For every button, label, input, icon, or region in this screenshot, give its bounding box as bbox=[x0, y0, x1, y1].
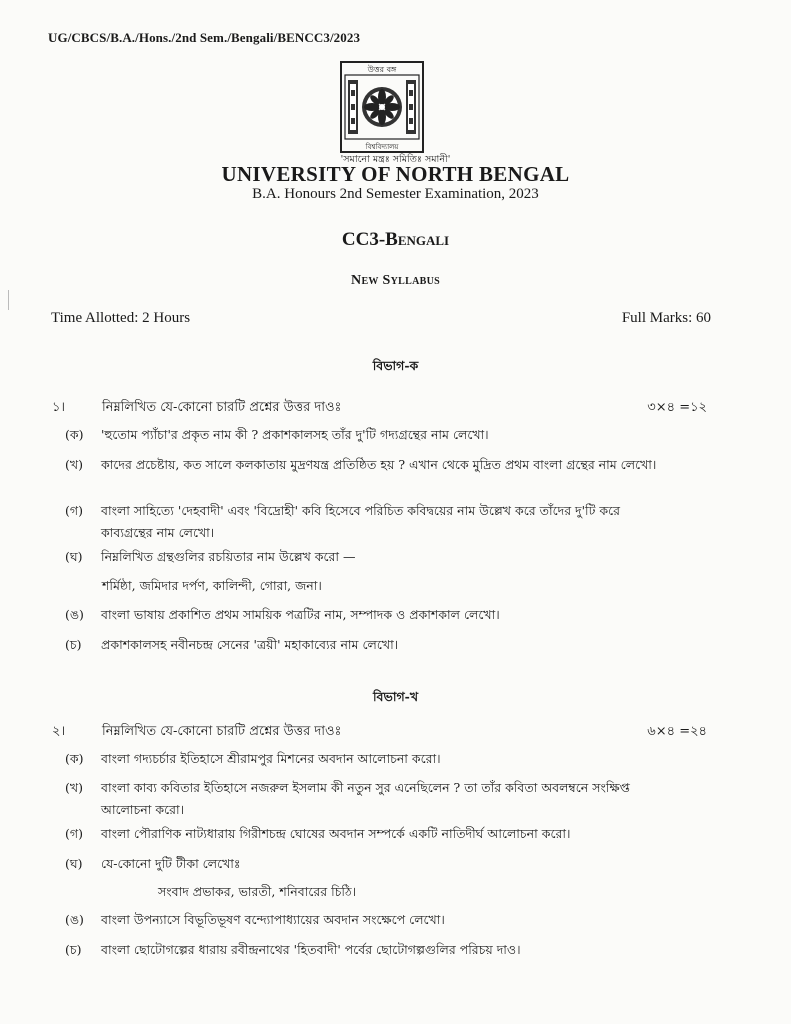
item-subtext: শর্মিষ্ঠা, জমিদার দর্পণ, কালিন্দী, গোরা, জনা। bbox=[102, 578, 322, 593]
section-title: বিভাগ-খ bbox=[372, 689, 419, 704]
university-name: UNIVERSITY OF NORTH BENGAL bbox=[221, 162, 570, 186]
item-label: (ঙ) bbox=[65, 607, 84, 622]
item-text: বাংলা কাব্য কবিতার ইতিহাসে নজরুল ইসলাম কী নতুন সুর এনেছিলেন ? তা তাঁর কবিতা অবলম্বনে সংক্ষিপ্ত আলোচনা করো। bbox=[101, 780, 630, 817]
item-text: বাংলা সাহিত্যে 'দেহবাদী' এবং 'বিদ্রোহী' কবি হিসেবে পরিচিত কবিদ্বয়ের নাম উল্লেখ করে তাঁদের দু'টি করে কাব্যগ্রন্থের নাম লেখো। bbox=[101, 503, 621, 540]
item-text: বাংলা ছোটোগল্পের ধারায় রবীন্দ্রনাথের 'হিতবাদী' পর্বের ছোটোগল্পগুলির পরিচয় দাও। bbox=[101, 942, 521, 957]
item-label: (ঘ) bbox=[65, 856, 83, 871]
item-label: (খ) bbox=[65, 457, 83, 472]
university-logo-icon bbox=[339, 60, 425, 154]
item-label: (ঙ) bbox=[65, 912, 84, 927]
item-text: নিম্নলিখিত গ্রন্থগুলির রচয়িতার নাম উল্লেখ করো — bbox=[101, 549, 356, 564]
question-instruction: নিম্নলিখিত যে-কোনো চারটি প্রশ্নের উত্তর দাওঃ bbox=[102, 400, 342, 415]
logo-bottom-text: বিশ্ববিদ্যালয় bbox=[365, 143, 399, 151]
full-marks: Full Marks: 60 bbox=[621, 310, 711, 326]
item-text: যে-কোনো দুটি টীকা লেখোঃ bbox=[101, 856, 241, 871]
paper-title-subject: Bengali bbox=[385, 229, 450, 250]
motto: 'সমানো মন্ত্রঃ সমিতিঃ সমানী' bbox=[340, 154, 451, 165]
item-label: (খ) bbox=[65, 780, 83, 795]
paper-title bbox=[0, 229, 791, 251]
item-label: (গ) bbox=[65, 826, 83, 841]
item-text: বাংলা পৌরাণিক নাট্যধারায় গিরীশচন্দ্র ঘোষের অবদান সম্পর্কে একটি নাতিদীর্ঘ আলোচনা করো। bbox=[101, 826, 571, 841]
paper-title-prefix: CC3- bbox=[341, 229, 386, 250]
paper-code: UG/CBCS/B.A./Hons./2nd Sem./Bengali/BENCC3/2023 bbox=[48, 30, 361, 45]
time-allotted: Time Allotted: 2 Hours bbox=[51, 310, 191, 326]
item-text: কাদের প্রচেষ্টায়, কত সালে কলকাতায় মুদ্রণযন্ত্র প্রতিষ্ঠিত হয় ? এখান থেকে মুদ্রিত প্রথম বাংলা গ্রন্থের নাম লেখো। bbox=[101, 457, 657, 472]
item-subtext: সংবাদ প্রভাকর, ভারতী, শনিবারের চিঠি। bbox=[158, 884, 357, 899]
question-marks: ৬×৪ =২৪ bbox=[647, 724, 707, 739]
question-marks: ৩×৪ =১২ bbox=[647, 400, 707, 415]
scan-mark bbox=[8, 290, 15, 310]
syllabus-label: New Syllabus bbox=[351, 273, 440, 288]
question-number: ২। bbox=[52, 724, 66, 739]
item-label: (চ) bbox=[65, 637, 82, 652]
item-label: (ক) bbox=[65, 751, 84, 766]
question-instruction: নিম্নলিখিত যে-কোনো চারটি প্রশ্নের উত্তর দাওঃ bbox=[102, 724, 342, 739]
logo-top-text: উত্তর বঙ্গ bbox=[367, 65, 397, 74]
section-title: বিভাগ-ক bbox=[372, 358, 419, 373]
item-text: বাংলা গদ্যচর্চার ইতিহাসে শ্রীরামপুর মিশনের অবদান আলোচনা করো। bbox=[101, 751, 441, 766]
exam-title: B.A. Honours 2nd Semester Examination, 2023 bbox=[252, 186, 539, 202]
item-text: 'হুতোম প্যাঁচা'র প্রকৃত নাম কী ? প্রকাশকালসহ তাঁর দু'টি গদ্যগ্রন্থের নাম লেখো। bbox=[101, 427, 489, 442]
item-text: প্রকাশকালসহ নবীনচন্দ্র সেনের 'ত্রয়ী' মহাকাব্যের নাম লেখো। bbox=[101, 637, 399, 652]
item-text: বাংলা ভাষায় প্রকাশিত প্রথম সাময়িক পত্রটির নাম, সম্পাদক ও প্রকাশকাল লেখো। bbox=[101, 607, 500, 622]
item-label: (চ) bbox=[65, 942, 82, 957]
question-number: ১। bbox=[52, 400, 66, 415]
item-label: (ক) bbox=[65, 427, 84, 442]
item-label: (গ) bbox=[65, 503, 83, 518]
item-label: (ঘ) bbox=[65, 549, 83, 564]
item-text: বাংলা উপন্যাসে বিভূতিভূষণ বন্দ্যোপাধ্যায়ের অবদান সংক্ষেপে লেখো। bbox=[101, 912, 445, 927]
